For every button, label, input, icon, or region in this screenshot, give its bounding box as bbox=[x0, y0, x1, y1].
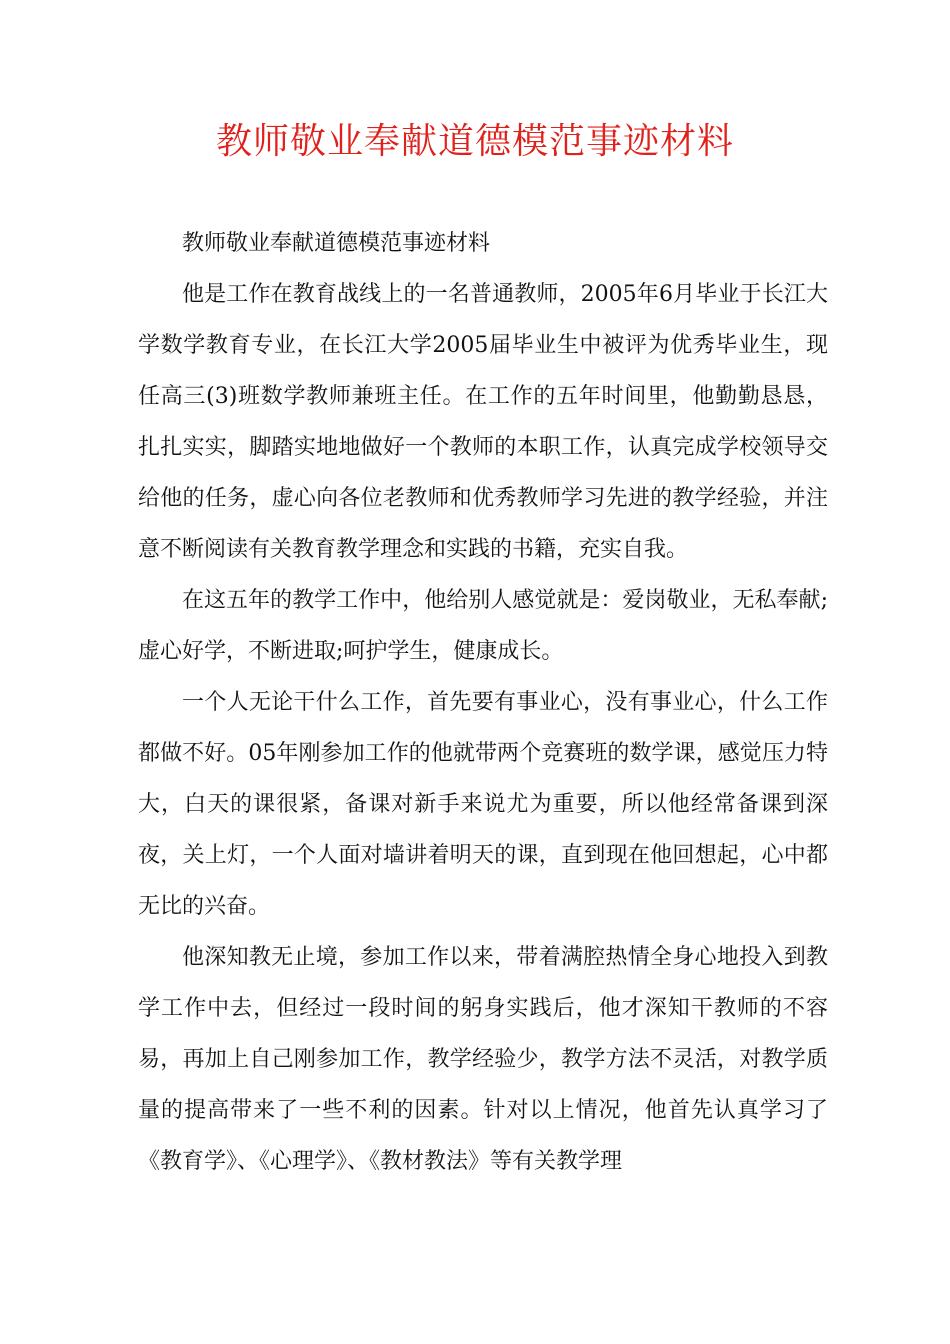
paragraph-subtitle: 教师敬业奉献道德模范事迹材料 bbox=[182, 231, 491, 256]
paragraph-learning: 他深知教无止境，参加工作以来，带着满腔热情全身心地投入到教学工作中去，但经过一段时间的躬身实践后，他才深知干教师的不容易，再加上自己刚参加工作，教学经验少，教学方法不灵活，对教学质量的提高带来了一些不利的因素。针对以上情况，他首先认真学习了《教育学》、《心理学》、《教材教法》等有关教学理 bbox=[138, 945, 828, 1174]
paragraph-introduction: 他是工作在教育战线上的一名普通教师，2005年6月毕业于长江大学数学教育专业，在长江大学2005届毕业生中被评为优秀毕业生，现任高三(3)班数学教师兼班主任。在工作的五年时间里，他勤勤恳恳，扎扎实实，脚踏实地地做好一个教师的本职工作，认真完成学校领导交给他的任务，虚心向各位老教师和优秀教师学习先进的教学经验，并注意不断阅读有关教育教学理念和实践的书籍，充实自我。 bbox=[138, 282, 828, 562]
paragraph-summary: 在这五年的教学工作中，他给别人感觉就是：爱岗敬业，无私奉献;虚心好学，不断进取;呵护学生，健康成长。 bbox=[138, 588, 828, 664]
paragraph-career-start: 一个人无论干什么工作，首先要有事业心，没有事业心，什么工作都做不好。05年刚参加工作的他就带两个竞赛班的数学课，感觉压力特大，白天的课很紧，备课对新手来说尤为重要，所以他经常备课到深夜，关上灯，一个人面对墙讲着明天的课，直到现在他回想起，心中都无比的兴奋。 bbox=[138, 690, 828, 919]
document-body bbox=[138, 218, 828, 1187]
document-title: 教师敬业奉献道德模范事迹材料 bbox=[215, 121, 734, 162]
